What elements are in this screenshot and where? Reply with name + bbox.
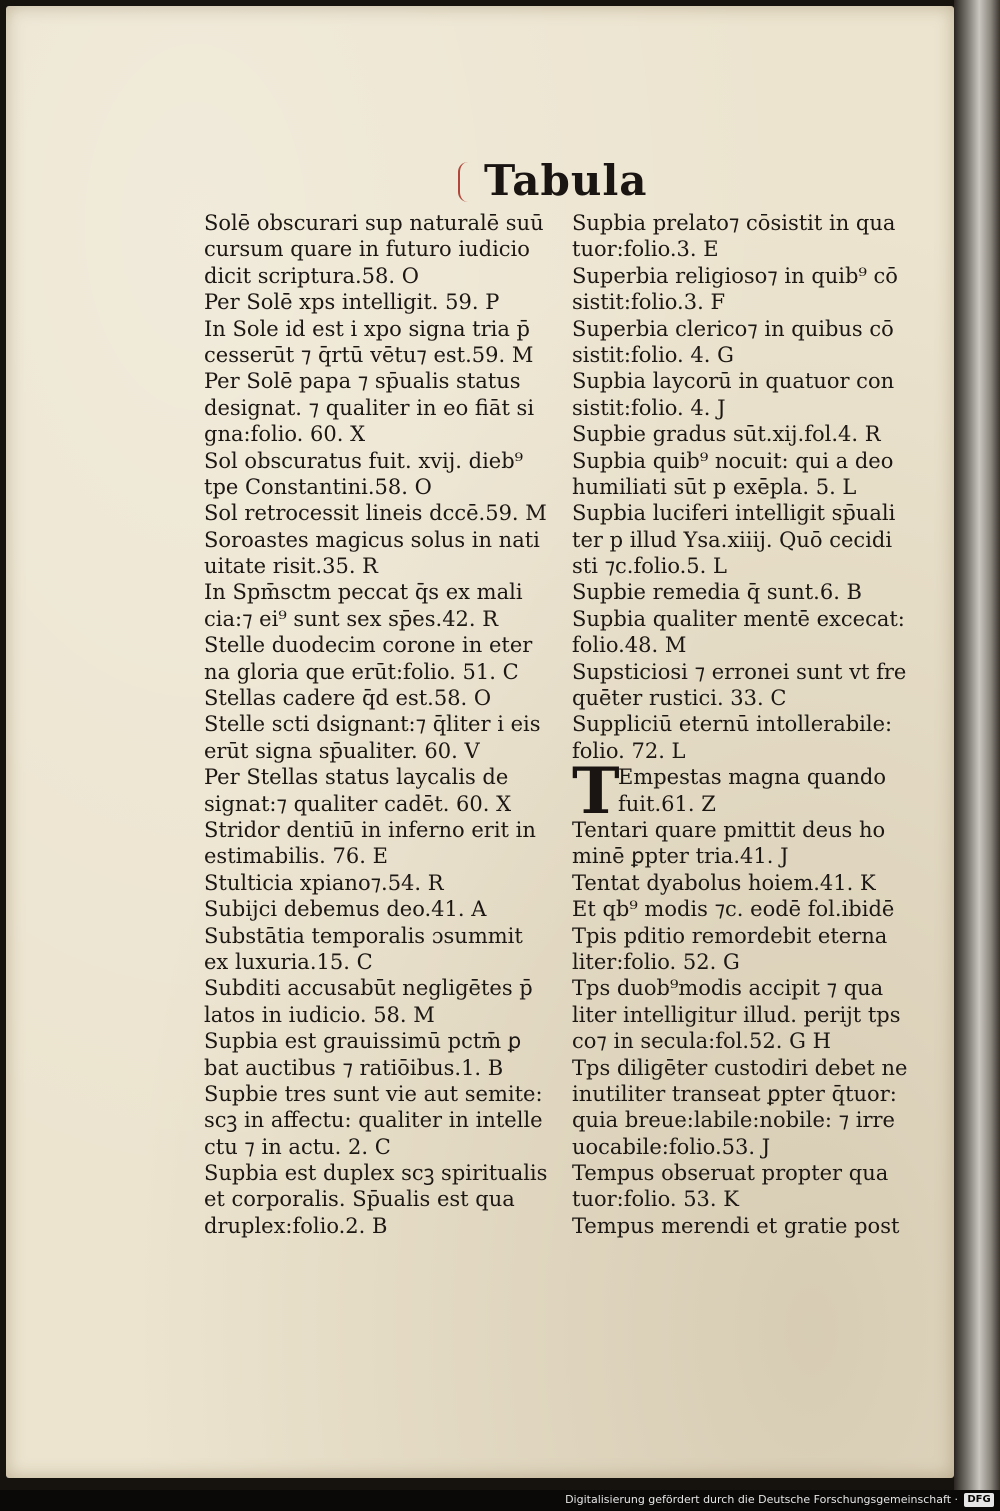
index-line: estimabilis. 76. E [204, 844, 388, 869]
index-line: Superbia religioso⁊ in quib⁹ cō [572, 263, 898, 288]
rubric-mark [458, 162, 474, 202]
index-line: uitate risit.35. R [204, 554, 378, 579]
index-line: folio.48. M [572, 633, 687, 658]
index-line: liter:folio. 52. G [572, 949, 740, 974]
index-line: sistit:folio.3. F [572, 290, 726, 315]
index-line: minē ꝑpter tria.41. J [572, 844, 789, 869]
index-line: humiliati sūt p exēpla. 5. L [572, 474, 857, 499]
index-line: ctu ⁊ in actu. 2. C [204, 1134, 391, 1159]
index-line: Supbia est grauissimū pctm̄ ꝑ [204, 1029, 522, 1054]
index-line: Supbia prelato⁊ cōsistit in qua [572, 211, 896, 235]
page-heading [470, 156, 670, 208]
index-line: folio. 72. L [572, 738, 686, 763]
index-line: Stridor dentiū in inferno erit in [204, 817, 536, 842]
index-line: inutiliter transeat ꝑpter q̄tuor: [572, 1081, 897, 1106]
index-line: Sol retrocessit lineis dccē.59. M [204, 501, 547, 526]
index-line: Empestas magna quando [618, 765, 886, 790]
index-line: Supbie gradus sūt.xij.fol.4. R [572, 422, 881, 447]
index-line: na gloria que erūt:folio. 51. C [204, 659, 519, 684]
index-line: signat:⁊ qualiter cadēt. 60. X [204, 791, 512, 816]
index-line: Supsticiosi ⁊ erronei sunt vt fre [572, 659, 907, 684]
index-line: Supbia qualiter mentē excecat: [572, 606, 905, 631]
index-line: Soroastes magicus solus in nati [204, 527, 540, 552]
index-line: sistit:folio. 4. J [572, 395, 726, 420]
index-line: Supbia est duplex scꝫ spiritualis [204, 1161, 548, 1186]
index-line: Solē obscurari sup naturalē suū [204, 211, 544, 235]
index-line: dicit scriptura.58. O [204, 263, 419, 288]
index-line: Et qb⁹ modis ⁊c. eodē fol.ibidē [572, 897, 895, 922]
index-line: quia breue:labile:nobile: ⁊ irre [572, 1108, 895, 1133]
index-line: tuor:folio.3. E [572, 237, 719, 262]
index-line: Per Solē papa ⁊ sp̄ualis status [204, 369, 521, 394]
index-line: gna:folio. 60. X [204, 422, 366, 447]
index-line: co⁊ in secula:fol.52. G H [572, 1029, 831, 1054]
index-line: In Spm̄sctm peccat q̄s ex mali [204, 580, 523, 605]
index-line: liter intelligitur illud. perijt tps [572, 1002, 901, 1027]
index-line: ter p illud Ysa.xiiij. Quō cecidi [572, 527, 893, 552]
index-line: quēter rustici. 33. C [572, 686, 787, 711]
index-column-left [204, 210, 566, 1239]
footer-bar [0, 1490, 1000, 1511]
index-line: cia:⁊ ei⁹ sunt sex sp̄es.42. R [204, 606, 499, 631]
index-line: tuor:folio. 53. K [572, 1187, 739, 1212]
index-line: erūt signa sp̄ualiter. 60. V [204, 738, 480, 763]
dfg-logo: DFG [964, 1493, 994, 1507]
index-line: Tempus obseruat propter qua [572, 1161, 889, 1186]
index-line: Tempus merendi et gratie post [572, 1213, 900, 1238]
index-line: Supbie tres sunt vie aut semite: [204, 1081, 543, 1106]
index-line: In Sole id est i xpo signa tria p̄ [204, 316, 530, 341]
index-line: Stelle duodecim corone in eter [204, 633, 533, 658]
index-line: Supbia quib⁹ nocuit: qui a deo [572, 448, 894, 473]
index-line: Tps duob⁹modis accipit ⁊ qua [572, 976, 884, 1001]
index-column-right [572, 210, 932, 1239]
index-line: sistit:folio. 4. G [572, 342, 734, 367]
index-line: Sol obscuratus fuit. xvij. dieb⁹ [204, 448, 524, 473]
index-line: Supbia luciferi intelligit sp̄uali [572, 501, 896, 526]
index-line: Per Solē xps intelligit. 59. P [204, 290, 500, 315]
index-line: Per Stellas status laycalis de [204, 765, 509, 790]
heading-text: Tabula [484, 156, 648, 205]
index-line: Tentat dyabolus hoiem.41. K [572, 870, 876, 895]
index-line: Superbia clerico⁊ in quibus cō [572, 316, 894, 341]
index-line: ex luxuria.15. C [204, 949, 373, 974]
index-line: Subijci debemus deo.41. A [204, 897, 487, 922]
drop-initial: T [572, 754, 620, 829]
index-line: sti ⁊c.folio.5. L [572, 554, 727, 579]
index-line: Supbie remedia q̄ sunt.6. B [572, 580, 862, 605]
index-line: bat auctibus ⁊ ratiōibus.1. B [204, 1055, 504, 1080]
index-line: cesserūt ⁊ q̄rtū vētu⁊ est.59. M [204, 342, 534, 367]
index-line: Stulticia xpiano⁊.54. R [204, 870, 444, 895]
page-edge [954, 0, 1000, 1490]
index-line: Subditi accusabūt negligētes p̄ [204, 976, 533, 1001]
index-line: Stelle scti dsignant:⁊ q̄liter i eis [204, 712, 541, 737]
index-line: Tentari quare pmittit deus ho [572, 817, 886, 842]
index-line: Substātia temporalis ɔsummit [204, 923, 523, 948]
index-line: Tpis pditio remordebit eterna [572, 923, 888, 948]
index-line: fuit.61. Z [618, 791, 716, 816]
index-line: designat. ⁊ qualiter in eo fiāt si [204, 395, 535, 420]
index-line: druplex:folio.2. B [204, 1213, 388, 1238]
index-line: latos in iudicio. 58. M [204, 1002, 435, 1027]
index-line: Tps diligēter custodiri debet ne [572, 1055, 908, 1080]
index-line: cursum quare in futuro iudicio [204, 237, 530, 262]
index-line: Suppliciū eternū intollerabile: [572, 712, 893, 737]
index-line: et corporalis. Sp̄ualis est qua [204, 1187, 515, 1212]
index-line: tpe Constantini.58. O [204, 474, 432, 499]
index-line: Supbia laycorū in quatuor con [572, 369, 895, 394]
index-line: uocabile:folio.53. J [572, 1134, 771, 1159]
funding-credit: Digitalisierung gefördert durch die Deutsche Forschungsgemeinschaft · [565, 1493, 958, 1506]
index-line: scꝫ in affectu: qualiter in intelle [204, 1108, 543, 1133]
index-line: Stellas cadere q̄d est.58. O [204, 686, 492, 711]
